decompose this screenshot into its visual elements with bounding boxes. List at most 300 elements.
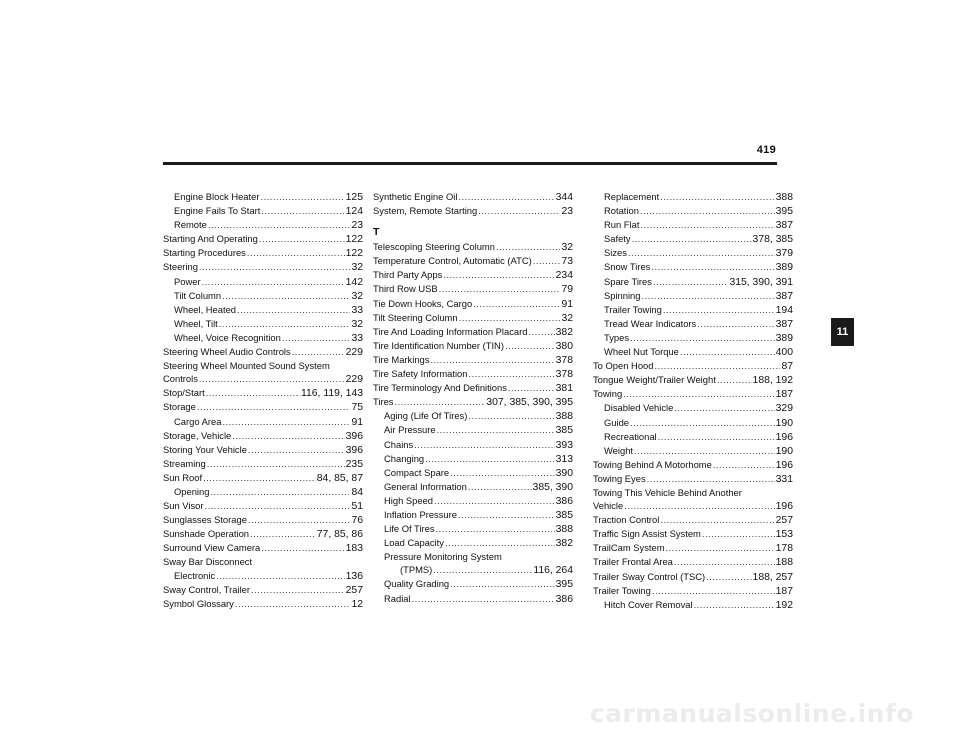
index-page-refs: 395 — [555, 579, 573, 591]
index-page-refs: 12 — [351, 598, 363, 610]
index-term: Sun Roof — [163, 471, 203, 483]
index-term: Engine Block Heater — [174, 191, 260, 202]
index-page-refs: 87 — [781, 361, 793, 373]
index-entry — [373, 282, 573, 296]
index-term: Opening — [174, 485, 210, 497]
index-entry — [373, 494, 573, 508]
index-entry — [163, 457, 363, 471]
dot-leader — [654, 359, 780, 372]
dot-leader — [634, 444, 775, 457]
dot-leader — [473, 297, 560, 310]
index-entry — [593, 598, 793, 612]
index-page-refs: 381 — [555, 383, 573, 395]
index-term: Storing Your Vehicle — [163, 443, 247, 455]
index-entry — [373, 254, 573, 268]
index-term: System, Remote Starting — [373, 205, 478, 217]
index-term: Wheel, Heated — [174, 303, 237, 315]
index-term: Trailer Frontal Area — [593, 556, 673, 568]
index-term: Traffic Sign Assist System — [593, 528, 701, 540]
index-term: Surround View Camera — [163, 542, 261, 554]
index-page-refs: 136 — [345, 570, 363, 582]
index-entry — [373, 381, 573, 395]
dot-leader — [222, 289, 350, 302]
dot-leader — [458, 190, 554, 203]
index-entry — [373, 508, 573, 522]
dot-leader — [261, 204, 344, 217]
index-column-3 — [593, 190, 793, 612]
index-entry — [373, 325, 573, 339]
index-entry — [593, 513, 793, 527]
index-entry — [163, 583, 363, 597]
dot-leader — [259, 232, 345, 245]
index-term: Wheel, Voice Recognition — [174, 331, 281, 343]
index-term: Electronic — [174, 569, 216, 581]
index-page-refs: 257 — [775, 515, 793, 527]
index-term: Temperature Control, Automatic (ATC) — [373, 255, 532, 267]
index-page-refs: 388 — [775, 192, 793, 203]
dot-leader — [694, 598, 775, 611]
index-term: Tire And Loading Information Placard — [373, 325, 528, 337]
index-page-refs: 122 — [345, 248, 363, 260]
index-term: Radial — [384, 592, 411, 604]
dot-leader — [505, 339, 555, 352]
index-page-refs: 91 — [561, 298, 573, 310]
index-term: Vehicle — [593, 500, 624, 512]
index-entry — [593, 584, 793, 598]
dot-leader — [204, 499, 350, 512]
dot-leader — [647, 472, 775, 485]
index-page-refs: 178 — [775, 543, 793, 555]
index-term: Controls — [163, 373, 198, 385]
index-page-refs: 257 — [345, 584, 363, 596]
index-page-refs: 32 — [351, 318, 363, 330]
index-term: Run Flat — [604, 219, 640, 231]
index-page-refs: 385 — [555, 509, 573, 521]
index-page-refs: 51 — [351, 501, 363, 513]
index-page-refs: 382 — [555, 326, 573, 338]
dot-leader — [208, 218, 351, 231]
index-page-refs: 196 — [775, 459, 793, 471]
index-entry — [373, 268, 573, 282]
index-page-refs: 153 — [775, 529, 793, 541]
index-term: Spinning — [604, 289, 641, 301]
dot-leader — [478, 204, 560, 217]
index-page-refs: 188 — [775, 557, 793, 569]
index-entry — [593, 275, 793, 289]
dot-leader — [199, 372, 345, 385]
index-page-refs: 380 — [555, 340, 573, 352]
index-entry — [163, 331, 363, 345]
dot-leader — [628, 246, 775, 259]
index-page-refs: 378 — [555, 369, 573, 381]
index-page-refs: 390 — [555, 467, 573, 479]
index-term: Sunshade Operation — [163, 528, 250, 540]
dot-leader — [663, 303, 775, 316]
dot-leader — [248, 513, 351, 526]
dot-leader — [706, 570, 751, 583]
index-term: Trailer Towing — [593, 584, 651, 596]
index-page-refs: 33 — [351, 332, 363, 344]
dot-leader — [653, 275, 729, 288]
index-term: Air Pressure — [384, 424, 436, 436]
dot-leader — [425, 452, 555, 465]
index-entry — [163, 443, 363, 457]
index-term: Rotation — [604, 205, 639, 217]
index-entry — [373, 409, 573, 423]
watermark: carmanualsonline.info — [589, 699, 914, 728]
dot-leader — [533, 254, 561, 267]
index-page-refs: 33 — [351, 304, 363, 316]
index-page-refs: 188, 192 — [752, 375, 793, 387]
index-page-refs: 84 — [351, 486, 363, 498]
dot-leader — [250, 527, 316, 540]
index-entry — [593, 401, 793, 415]
dot-leader — [434, 494, 555, 507]
index-page-refs: 386 — [555, 495, 573, 507]
index-column-2 — [373, 190, 573, 606]
index-page-refs: 190 — [775, 445, 793, 457]
index-term: Disabled Vehicle — [604, 402, 674, 414]
index-term: Stop/Start — [163, 387, 205, 399]
index-page-refs: 84, 85, 87 — [316, 472, 363, 484]
index-term: Sway Control, Trailer — [163, 583, 251, 595]
index-page-refs: 386 — [555, 593, 573, 605]
index-term: Recreational — [604, 430, 657, 442]
index-entry — [163, 204, 363, 218]
index-page-refs: 23 — [561, 206, 573, 218]
index-page-refs: 234 — [555, 270, 573, 282]
index-term: Chains — [384, 438, 414, 450]
index-entry — [163, 246, 363, 260]
index-entry — [373, 204, 573, 218]
dot-leader — [642, 289, 775, 302]
index-term: High Speed — [384, 494, 433, 506]
index-term: Wheel, Tilt — [174, 317, 218, 329]
index-page-refs: 73 — [561, 256, 573, 268]
dot-leader — [632, 232, 752, 245]
dot-leader — [674, 555, 775, 568]
dot-leader — [450, 466, 555, 479]
dot-leader — [439, 282, 561, 295]
index-page-refs: 307, 385, 390, 395 — [486, 397, 573, 409]
index-term: Remote — [174, 219, 207, 231]
dot-leader — [652, 584, 775, 597]
dot-leader — [206, 386, 300, 399]
dot-leader — [702, 527, 775, 540]
dot-leader — [219, 317, 351, 330]
index-term: Starting And Operating — [163, 233, 258, 245]
dot-leader — [394, 395, 485, 408]
dot-leader — [717, 373, 752, 386]
index-page-refs: 187 — [775, 389, 793, 401]
index-term: Wheel Nut Torque — [604, 346, 679, 358]
index-page-refs: 91 — [351, 416, 363, 428]
dot-leader — [222, 415, 350, 428]
index-entry — [593, 416, 793, 430]
index-entry — [373, 592, 573, 606]
dot-leader — [624, 499, 774, 512]
index-entry — [593, 317, 793, 331]
dot-leader — [468, 367, 554, 380]
index-entry — [593, 541, 793, 555]
dot-leader — [713, 458, 775, 471]
dot-leader — [247, 246, 345, 259]
index-page-refs: 196 — [775, 431, 793, 443]
index-page-refs: 192 — [775, 599, 793, 611]
index-entry — [373, 536, 573, 550]
index-term: Tire Identification Number (TIN) — [373, 339, 504, 351]
index-term: Life Of Tires — [384, 523, 435, 535]
dot-leader — [430, 353, 554, 366]
index-entry — [163, 345, 363, 359]
index-entry — [373, 438, 573, 452]
index-entry — [593, 289, 793, 303]
index-page-refs: 385 — [555, 425, 573, 437]
index-page-refs: 187 — [775, 585, 793, 597]
dot-leader — [630, 416, 775, 429]
index-entry — [593, 373, 793, 387]
index-entry — [163, 415, 363, 429]
index-page-refs: 75 — [351, 402, 363, 414]
dot-leader — [433, 563, 532, 576]
dot-leader — [468, 480, 532, 493]
index-term: Streaming — [163, 457, 206, 469]
index-entry — [593, 260, 793, 274]
dot-leader — [292, 345, 345, 358]
dot-leader — [248, 443, 345, 456]
index-entry — [593, 204, 793, 218]
dot-leader — [458, 508, 555, 521]
dot-leader — [697, 317, 774, 330]
index-term: To Open Hood — [593, 360, 654, 372]
index-entry — [163, 232, 363, 246]
dot-leader — [199, 260, 351, 273]
dot-leader — [203, 471, 316, 484]
index-entry — [163, 260, 363, 274]
dot-leader — [450, 577, 555, 590]
index-term: Guide — [604, 416, 630, 428]
index-term: Types — [604, 331, 630, 343]
dot-leader — [443, 268, 554, 281]
index-term: Spare Tires — [604, 275, 652, 287]
index-entry — [163, 372, 363, 386]
dot-leader — [660, 513, 774, 526]
dot-leader — [260, 190, 344, 203]
index-term: Towing Eyes — [593, 472, 646, 484]
index-entry — [373, 577, 573, 591]
dot-leader — [197, 400, 351, 413]
dot-leader — [459, 311, 561, 324]
index-term: Storage, Vehicle — [163, 429, 232, 441]
index-page-refs: 23 — [351, 220, 363, 232]
index-entry — [373, 522, 573, 536]
index-page-refs: 122 — [345, 234, 363, 246]
index-entry — [593, 345, 793, 359]
index-page-refs: 229 — [345, 347, 363, 359]
index-entry — [593, 190, 793, 204]
index-page-refs: 379 — [775, 248, 793, 260]
index-term: Sizes — [604, 247, 627, 259]
index-term: Sunglasses Storage — [163, 514, 247, 526]
dot-leader — [496, 240, 560, 253]
dot-leader — [436, 522, 555, 535]
index-term: Changing — [384, 452, 425, 464]
index-entry — [593, 218, 793, 232]
index-entry — [163, 597, 363, 611]
index-entry — [373, 311, 573, 325]
index-page-refs: 32 — [351, 290, 363, 302]
index-page-refs: 32 — [561, 312, 573, 324]
index-term: Hitch Cover Removal — [604, 598, 693, 610]
index-term: Towing Behind A Motorhome — [593, 458, 712, 470]
index-term: Snow Tires — [604, 261, 651, 273]
index-term: Trailer Sway Control (TSC) — [593, 570, 706, 582]
index-page-refs: 196 — [775, 501, 793, 513]
index-entry — [163, 555, 363, 568]
index-page-refs: 389 — [775, 262, 793, 274]
index-entry — [373, 240, 573, 254]
page-number: 419 — [756, 144, 776, 156]
index-page-refs: 400 — [775, 347, 793, 359]
index-term: Tilt Steering Column — [373, 311, 458, 323]
dot-leader — [437, 423, 555, 436]
index-term: Cargo Area — [174, 415, 222, 427]
index-entry — [163, 527, 363, 541]
index-page-refs: 388 — [555, 411, 573, 423]
dot-leader — [508, 381, 555, 394]
index-entry — [373, 339, 573, 353]
index-page-refs: 125 — [345, 192, 363, 203]
index-term: Tire Terminology And Definitions — [373, 382, 507, 394]
index-entry — [593, 387, 793, 401]
dot-leader — [658, 430, 775, 443]
index-entry — [163, 289, 363, 303]
dot-leader — [660, 190, 774, 203]
index-page-refs: 76 — [351, 515, 363, 527]
dot-leader — [674, 401, 774, 414]
index-page-refs: 396 — [345, 444, 363, 456]
index-term: Third Row USB — [373, 283, 438, 295]
index-term: Pressure Monitoring System — [384, 551, 502, 563]
index-entry — [593, 499, 793, 513]
index-entry — [163, 541, 363, 555]
index-entry — [163, 513, 363, 527]
index-term: Load Capacity — [384, 537, 444, 549]
index-page-refs: 378 — [555, 354, 573, 366]
index-entry — [163, 275, 363, 289]
index-entry — [373, 480, 573, 494]
index-page-refs: 387 — [775, 220, 793, 232]
index-entry — [373, 395, 573, 409]
index-term: Inflation Pressure — [384, 508, 457, 520]
index-term: Starting Procedures — [163, 247, 246, 259]
index-entry — [163, 386, 363, 400]
index-page-refs: 77, 85, 86 — [316, 529, 363, 541]
index-entry — [593, 303, 793, 317]
index-term: Power — [174, 275, 201, 287]
index-term: General Information — [384, 480, 467, 492]
index-page-refs: 315, 390, 391 — [729, 276, 793, 288]
index-term: Steering Wheel Mounted Sound System — [163, 360, 330, 372]
index-term: Tire Safety Information — [373, 368, 468, 380]
section-tab: 11 — [831, 318, 854, 346]
index-term: Safety — [604, 233, 631, 245]
index-term: Replacement — [604, 191, 660, 202]
index-column-1 — [163, 190, 363, 611]
index-entry — [163, 499, 363, 513]
index-page-refs: 188, 257 — [752, 571, 793, 583]
index-entry — [593, 359, 793, 373]
index-entry — [163, 317, 363, 331]
index-term: Storage — [163, 401, 196, 413]
index-term: Steering Wheel Audio Controls — [163, 346, 291, 358]
index-entry — [593, 486, 793, 499]
dot-leader — [216, 569, 344, 582]
index-term: Tie Down Hooks, Cargo — [373, 297, 473, 309]
index-entry — [163, 303, 363, 317]
index-term: Symbol Glossary — [163, 597, 234, 609]
index-term: Quality Grading — [384, 578, 450, 590]
dot-leader — [414, 438, 554, 451]
index-page-refs: 389 — [775, 332, 793, 344]
index-term: Synthetic Engine Oil — [373, 191, 458, 202]
index-term: Weight — [604, 444, 634, 456]
index-term: Traction Control — [593, 514, 660, 526]
index-entry — [593, 458, 793, 472]
header-rule — [163, 162, 777, 165]
index-entry — [593, 444, 793, 458]
index-term: Towing This Vehicle Behind Another — [593, 486, 742, 498]
index-term: Third Party Apps — [373, 269, 443, 281]
dot-leader — [640, 204, 775, 217]
dot-leader — [282, 331, 351, 344]
dot-leader — [412, 592, 555, 605]
index-page-refs: 329 — [775, 403, 793, 415]
index-term: Trailer Towing — [604, 303, 662, 315]
dot-leader — [651, 260, 774, 273]
index-page-refs: 331 — [775, 473, 793, 485]
index-page-refs: 32 — [561, 242, 573, 254]
index-page-refs: 116, 119, 143 — [300, 388, 363, 400]
index-letter-heading: T — [373, 226, 380, 239]
index-page-refs: 79 — [561, 284, 573, 296]
index-term: TrailCam System — [593, 542, 665, 554]
dot-leader — [237, 303, 350, 316]
index-page-refs: 32 — [351, 262, 363, 274]
index-term: Tilt Column — [174, 289, 222, 301]
index-entry — [593, 331, 793, 345]
index-term: Telescoping Steering Column — [373, 241, 495, 253]
index-entry — [373, 466, 573, 480]
index-term: Engine Fails To Start — [174, 205, 261, 217]
index-entry — [593, 472, 793, 486]
index-term: (TPMS) — [400, 564, 433, 576]
index-term: Tongue Weight/Trailer Weight — [593, 374, 716, 386]
index-entry — [163, 429, 363, 443]
index-entry — [373, 353, 573, 367]
index-page-refs: 393 — [555, 439, 573, 451]
index-page-refs: 387 — [775, 318, 793, 330]
dot-leader — [468, 409, 554, 422]
index-entry — [163, 400, 363, 414]
index-page-refs: 382 — [555, 538, 573, 550]
index-term: Steering — [163, 261, 198, 273]
index-page-refs: 116, 264 — [533, 565, 573, 577]
index-entry — [163, 218, 363, 232]
index-entry — [163, 471, 363, 485]
index-term: Tires — [373, 396, 394, 408]
index-entry — [373, 550, 573, 563]
